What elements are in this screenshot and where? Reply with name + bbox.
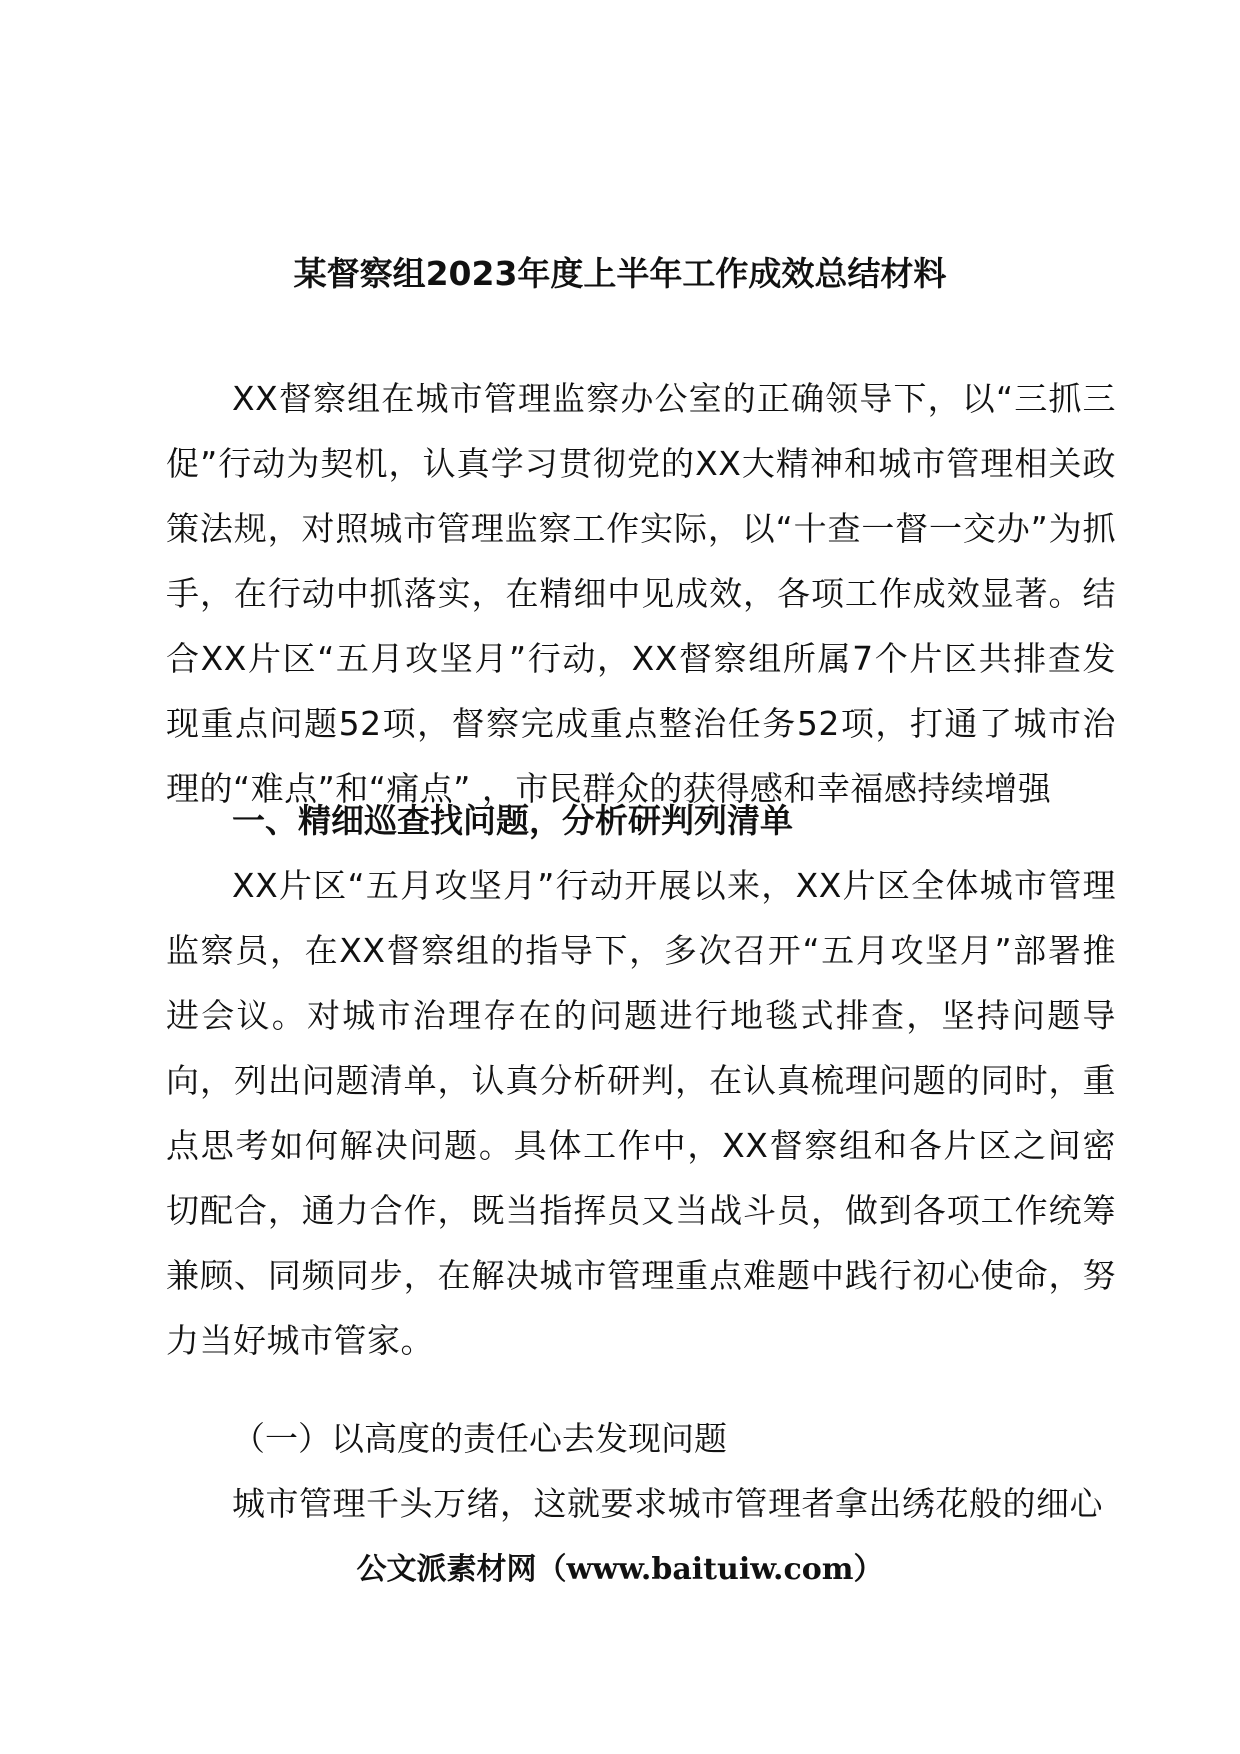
paragraph-intro: XX督察组在城市管理监察办公室的正确领导下，以“三抓三促”行动为契机，认真学习贯彻党的XX大精神和城市管理相关政策法规，对照城市管理监察工作实际，以“十查一督一交办”为抓手，在行动中抓落实，在精细中见成效，各项工作成效显著。结合XX片区“五月攻坚月”行动，XX督察组所属7个片区共排查发现重点问题52项，督察完成重点整治任务52项，打通了城市治理的“难点”和“痛点” ，市民群众的获得感和幸福感持续增强 [166, 379, 1116, 808]
paragraph-section-1: XX片区“五月攻坚月”行动开展以来，XX片区全体城市管理监察员，在XX督察组的指导下，多次召开“五月攻坚月”部署推进会议。对城市治理存在的问题进行地毯式排查，坚持问题导向，列出问题清单，认真分析研判，在认真梳理问题的同时，重点思考如何解决问题。具体工作中，XX督察组和各片区之间密切配合，通力合作，既当指挥员又当战斗员，做到各项工作统筹兼顾、同频同步，在解决城市管理重点难题中践行初心使命，努力当好城市管家。 [166, 866, 1116, 1360]
section-heading-1: 一、精细巡查找问题，分析研判列清单 [232, 801, 793, 840]
footer-source: 公文派素材网（www.baituiw.com） [356, 1552, 884, 1587]
document-title: 某督察组2023年度上半年工作成效总结材料 [293, 254, 947, 293]
paragraph-subsection-1: 城市管理千头万绪，这就要求城市管理者拿出绣花般的细心 [232, 1484, 1103, 1523]
subsection-heading-1: （一）以高度的责任心去发现问题 [232, 1419, 727, 1458]
